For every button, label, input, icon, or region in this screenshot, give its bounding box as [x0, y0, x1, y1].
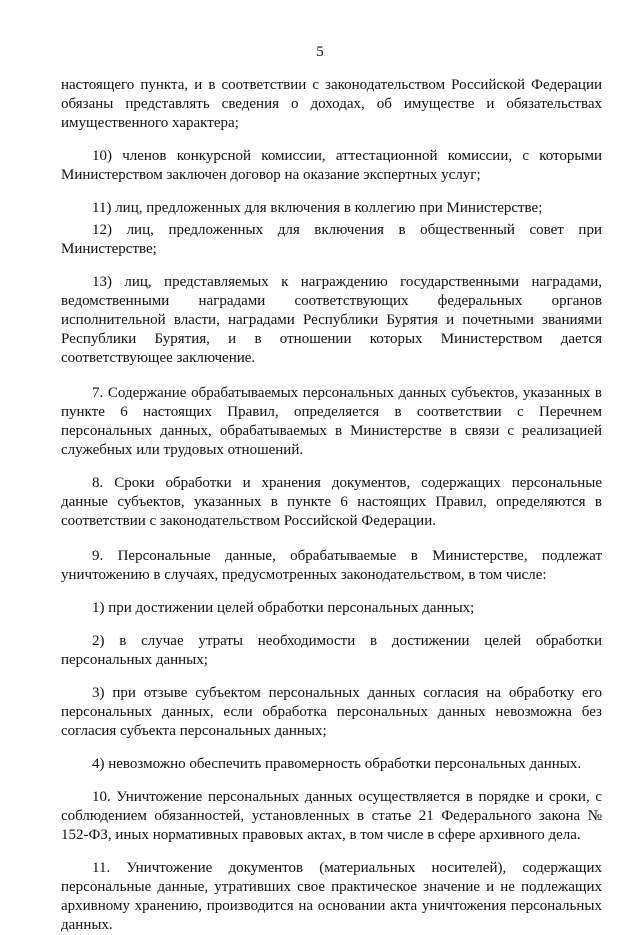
paragraph-section-7: 7. Содержание обрабатываемых персональных данных субъектов, указанных в пункте 6 настоящих Правил, определяется в соответствии с Перечнем персональных данных, обрабатываемых в Министерстве в связи с реализацией служебных или трудовых отношений. [61, 385, 602, 458]
paragraph-section-9-item-2: 2) в случае утраты необходимости в достижении целей обработки персональных данных; [61, 633, 602, 668]
page-number: 5 [316, 44, 324, 60]
paragraph-continuation: настоящего пункта, и в соответствии с законодательством Российской Федерации обязаны представлять сведения о доходах, об имуществе и обязательствах имущественного характера; [61, 77, 602, 131]
paragraph-item-10: 10) членов конкурсной комиссии, аттестационной комиссии, с которыми Министерством заключен договор на оказание экспертных услуг; [61, 148, 602, 183]
document-body [61, 76, 602, 935]
paragraph-section-9-item-4: 4) невозможно обеспечить правомерность обработки персональных данных. [92, 756, 582, 772]
paragraph-section-9-item-1: 1) при достижении целей обработки персональных данных; [92, 600, 475, 616]
paragraph-section-10: 10. Уничтожение персональных данных осуществляется в порядке и сроки, с соблюдением обязанностей, установленных в статье 21 Федерального закона № 152-ФЗ, иных нормативных правовых актах, в том числе в сфере архивного дела. [61, 789, 602, 843]
paragraph-item-11: 11) лиц, предложенных для включения в коллегию при Министерстве; [92, 200, 543, 216]
paragraph-item-13: 13) лиц, представляемых к награждению государственными наградами, ведомственными наградами соответствующих федеральных органов исполнительной власти, наградами Республики Бурятия и почетными званиями Республики Бурятия, и в отношении которых Министерством дается соответствующее заключение. [61, 274, 602, 366]
paragraph-section-8: 8. Сроки обработки и хранения документов, содержащих персональные данные субъектов, указанных в пункте 6 настоящих Правил, определяются в соответствии с законодательством Российской Федерации. [61, 475, 602, 529]
paragraph-item-12: 12) лиц, предложенных для включения в общественный совет при Министерстве; [61, 222, 602, 257]
paragraph-section-11: 11. Уничтожение документов (материальных носителей), содержащих персональные данные, утративших свое практическое значение и не подлежащих архивному хранению, производится на основании акта уничтожения персональных данных. [61, 860, 602, 933]
paragraph-section-9-item-3: 3) при отзыве субъектом персональных данных согласия на обработку его персональных данных, если обработка персональных данных невозможна без согласия субъекта персональных данных; [61, 685, 602, 739]
paragraph-section-9: 9. Персональные данные, обрабатываемые в Министерстве, подлежат уничтожению в случаях, предусмотренных законодательством, в том числе: [61, 548, 602, 583]
